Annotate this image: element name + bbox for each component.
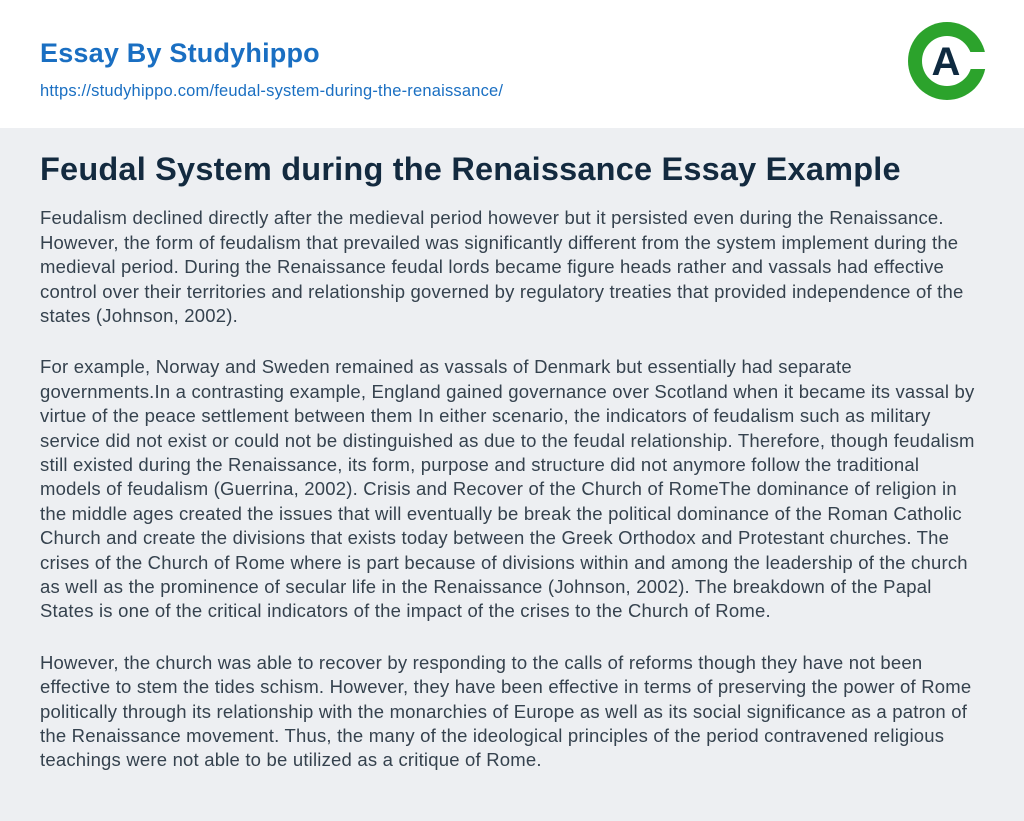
article-paragraph-3: However, the church was able to recover by responding to the calls of reforms though they have not been effective to stem the tides schism. However, they have been effective in terms of preserving the power of Rome politically through its relationship with the monarchies of Europe as well as its social significance as a patron of the Renaissance movement. Thus, the many of the ideological principles of the period contravened religious teachings were not able to be utilized as a critique of Rome. <box>40 651 972 771</box>
logo-a-icon <box>908 22 986 100</box>
studyhippo-logo <box>908 22 986 100</box>
page-header <box>0 0 1024 128</box>
logo-letter: A <box>931 40 961 84</box>
article-title: Feudal System during the Renaissance Essay Example <box>40 151 901 187</box>
site-title: Essay By Studyhippo <box>40 38 320 68</box>
source-url-link[interactable]: https://studyhippo.com/feudal-system-during-the-renaissance/ <box>40 82 504 100</box>
article-content <box>0 128 1024 821</box>
article-paragraph-1: Feudalism declined directly after the medieval period however but it persisted even during the Renaissance. However, the form of feudalism that prevailed was significantly different from the system implement during the medieval period. During the Renaissance feudal lords became figure heads rather and vassals had effective control over their territories and relationship governed by regulatory treaties that provided independence of the states (Johnson, 2002). <box>40 207 964 326</box>
article-paragraph-2: For example, Norway and Sweden remained as vassals of Denmark but essentially had separate governments.In a contrasting example, England gained governance over Scotland when it became its vassal by virtue of the peace settlement between them In either scenario, the indicators of feudalism such as military service did not exist or could not be distinguished as due to the feudal relationship. Therefore, though feudalism still existed during the Renaissance, its form, purpose and structure did not anymore follow the traditional models of feudalism (Guerrina, 2002). Crisis and Recover of the Church of RomeThe dominance of religion in the middle ages created the issues that will eventually be break the political dominance of the Roman Catholic Church and create the divisions that exists today between the Greek Orthodox and Protestant churches. The crises of the Church of Rome where is part because of divisions within and among the leadership of the church as well as the prominence of secular life in the Renaissance (Johnson, 2002). The breakdown of the Papal States is one of the critical indicators of the impact of the crises to the Church of Rome. <box>40 356 975 622</box>
source-url-row <box>40 69 984 101</box>
